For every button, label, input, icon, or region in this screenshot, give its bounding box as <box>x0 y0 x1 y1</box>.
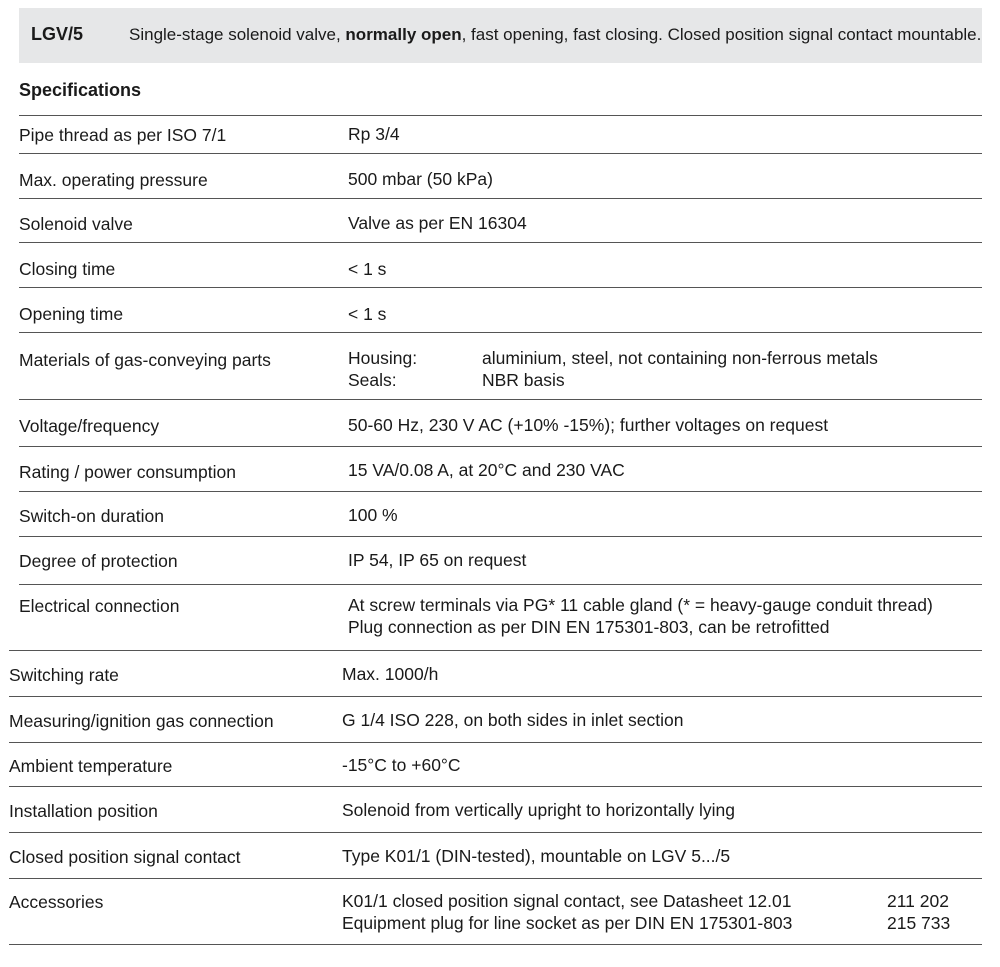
spec-value: < 1 s <box>348 259 387 279</box>
row-divider <box>19 399 982 400</box>
spec-value: G 1/4 ISO 228, on both sides in inlet section <box>342 710 684 730</box>
spec-label: Solenoid valve <box>19 214 133 234</box>
row-divider <box>19 446 982 447</box>
spec-value: < 1 s <box>348 304 387 324</box>
row-divider <box>19 536 982 537</box>
description-emphasis: normally open <box>345 25 462 44</box>
row-divider <box>9 832 982 833</box>
spec-value: Valve as per EN 16304 <box>348 213 527 233</box>
spec-label: Degree of protection <box>19 551 178 571</box>
row-divider <box>9 742 982 743</box>
row-divider <box>9 696 982 697</box>
spec-value: 500 mbar (50 kPa) <box>348 169 493 189</box>
spec-label: Switching rate <box>9 665 119 685</box>
spec-value: IP 54, IP 65 on request <box>348 550 527 570</box>
row-divider <box>9 650 982 651</box>
model-code: LGV/5 <box>31 24 84 44</box>
spec-value: 15 VA/0.08 A, at 20°C and 230 VAC <box>348 460 625 480</box>
spec-label: Opening time <box>19 304 124 324</box>
row-divider <box>19 332 982 333</box>
seals-value: NBR basis <box>482 370 565 390</box>
row-divider <box>19 153 982 154</box>
row-divider <box>19 584 982 585</box>
spec-label: Ambient temperature <box>9 756 173 776</box>
row-divider <box>9 878 982 879</box>
accessory-order-number: 215 733 <box>887 913 951 933</box>
spec-value: 100 % <box>348 505 398 525</box>
accessory-item: K01/1 closed position signal contact, see Datasheet 12.01 <box>342 891 792 911</box>
row-divider <box>19 242 982 243</box>
spec-label: Pipe thread as per ISO 7/1 <box>19 125 227 145</box>
housing-value: aluminium, steel, not containing non-ferrous metals <box>482 348 878 368</box>
spec-value: -15°C to +60°C <box>342 755 461 775</box>
spec-value-line-1: At screw terminals via PG* 11 cable gland (* = heavy-gauge conduit thread) <box>348 595 933 615</box>
spec-value-line-2: Plug connection as per DIN EN 175301-803, can be retrofitted <box>348 617 830 637</box>
spec-label: Closing time <box>19 259 116 279</box>
spec-label: Materials of gas-conveying parts <box>19 350 271 370</box>
spec-label: Measuring/ignition gas connection <box>9 711 274 731</box>
row-divider <box>19 198 982 199</box>
spec-label: Voltage/frequency <box>19 416 160 436</box>
spec-label: Accessories <box>9 892 104 912</box>
spec-label: Rating / power consumption <box>19 462 236 482</box>
spec-label: Max. operating pressure <box>19 170 208 190</box>
row-divider <box>19 115 982 116</box>
row-divider <box>19 491 982 492</box>
spec-label: Switch-on duration <box>19 506 164 526</box>
spec-label: Electrical connection <box>19 596 180 616</box>
spec-value: Type K01/1 (DIN-tested), mountable on LGV 5.../5 <box>342 846 731 866</box>
description-text-rest: , fast opening, fast closing. Closed position signal contact mountable. <box>461 25 982 44</box>
row-divider <box>9 944 982 945</box>
housing-label: Housing: <box>348 348 418 368</box>
accessory-item: Equipment plug for line socket as per DIN EN 175301-803 <box>342 913 793 933</box>
description-text: Single-stage solenoid valve, <box>129 25 346 44</box>
product-header <box>19 8 982 63</box>
spec-value: 50-60 Hz, 230 V AC (+10% -15%); further voltages on request <box>348 415 829 435</box>
spec-value: Solenoid from vertically upright to horizontally lying <box>342 800 735 820</box>
product-description <box>129 25 981 45</box>
spec-label: Installation position <box>9 801 158 821</box>
specifications-heading: Specifications <box>19 80 142 100</box>
accessory-order-number: 211 202 <box>887 891 949 911</box>
seals-label: Seals: <box>348 370 397 390</box>
spec-value: Max. 1000/h <box>342 664 439 684</box>
row-divider <box>19 287 982 288</box>
row-divider <box>9 786 982 787</box>
spec-label: Closed position signal contact <box>9 847 241 867</box>
spec-value: Rp 3/4 <box>348 124 400 144</box>
